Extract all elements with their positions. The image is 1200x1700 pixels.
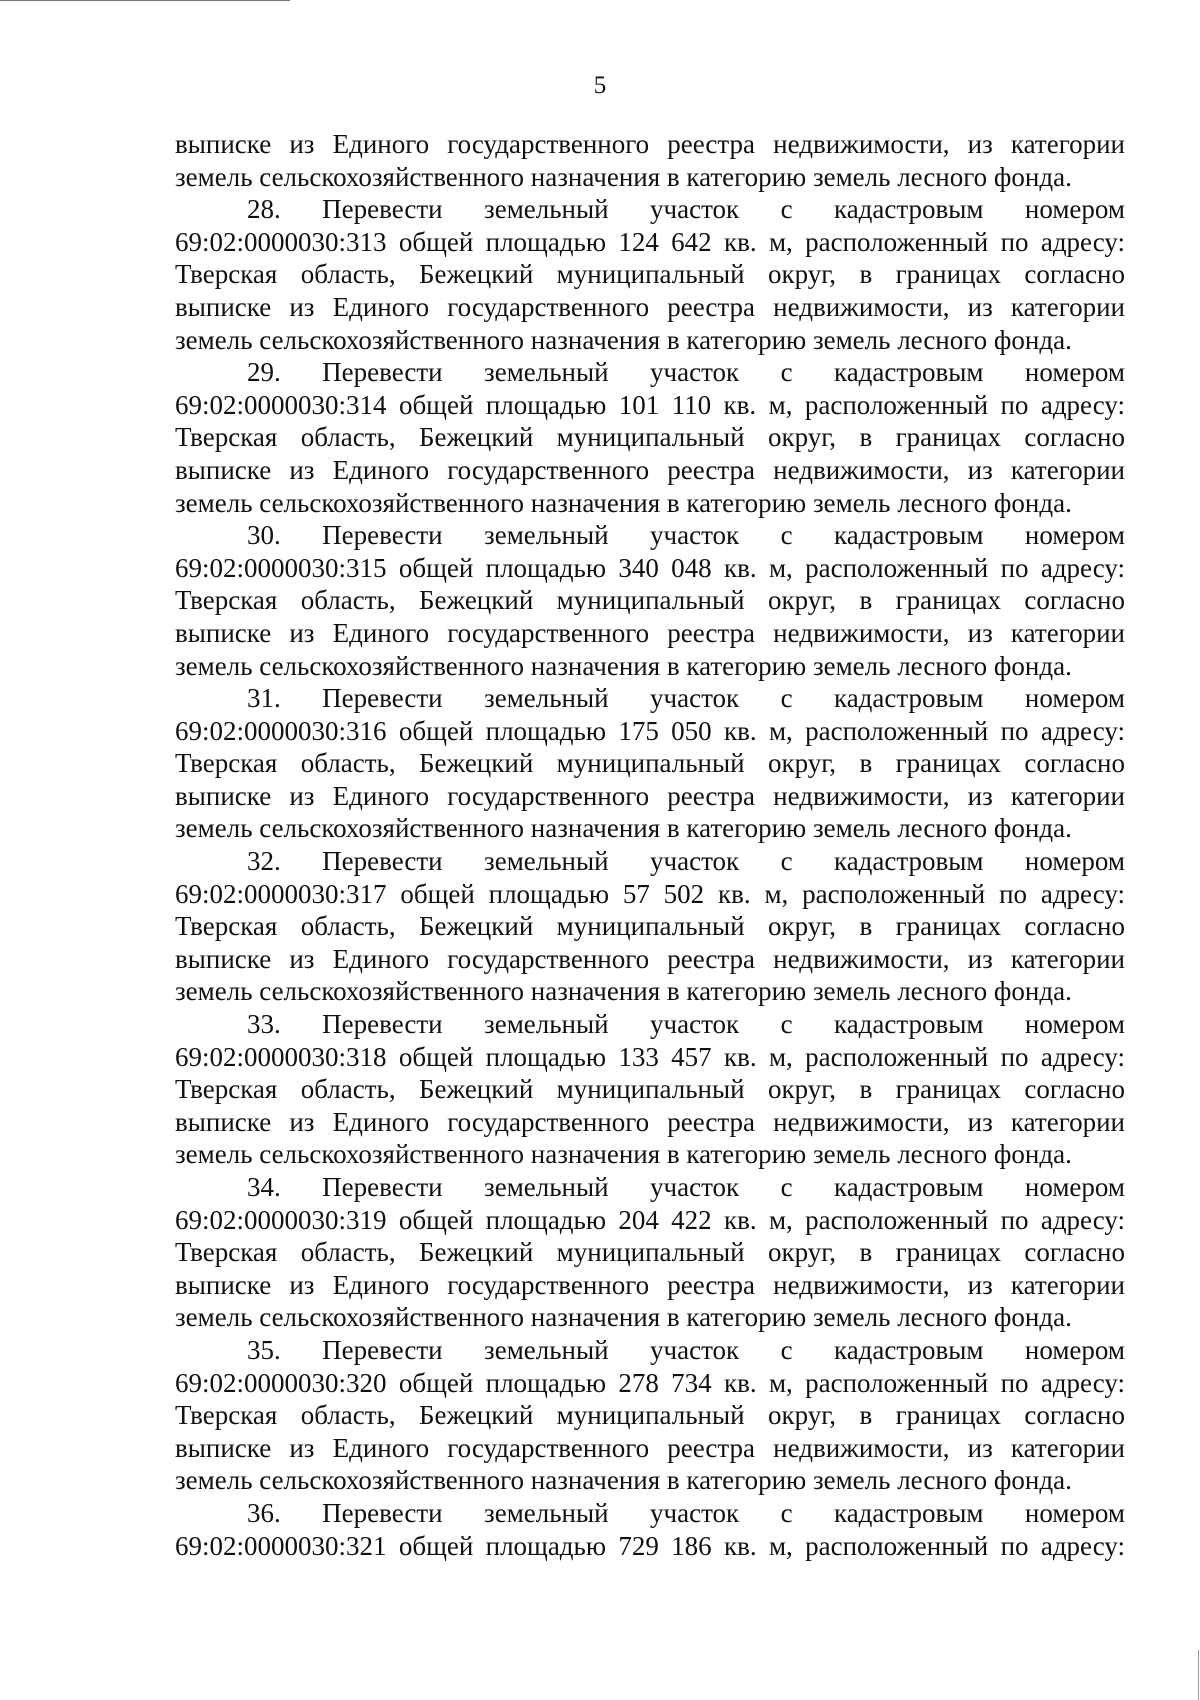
text-line: выписке из Единого государственного реестра недвижимости, из категории [175, 1269, 1125, 1300]
text-line: Тверская область, Бежецкий муниципальный округ, в границах согласно [175, 1400, 1125, 1431]
text-line: выписке из Единого государственного реестра недвижимости, из категории [175, 617, 1125, 648]
text-line: земель сельскохозяйственного назначения в категорию земель лесного фонда. [175, 650, 1072, 681]
text-line: Тверская область, Бежецкий муниципальный округ, в границах согласно [175, 585, 1125, 616]
text-line: Тверская область, Бежецкий муниципальный округ, в границах согласно [175, 1074, 1125, 1105]
text-line: земель сельскохозяйственного назначения в категорию земель лесного фонда. [175, 1139, 1072, 1170]
paragraph-first-line: 34. Перевести земельный участок с кадастровым номером [247, 1172, 1125, 1202]
paragraph-item [175, 356, 1125, 519]
paragraph-item [175, 1008, 1125, 1171]
text-line: выписке из Единого государственного реестра недвижимости, из категории [175, 1432, 1125, 1463]
text-line: 69:02:0000030:319 общей площадью 204 422 кв. м, расположенный по адресу: [175, 1204, 1125, 1235]
text-line: Тверская область, Бежецкий муниципальный округ, в границах согласно [175, 422, 1125, 453]
scan-edge-line-top [0, 0, 290, 1]
paragraph-item [175, 682, 1125, 845]
paragraph-item [175, 1497, 1125, 1562]
text-line: 69:02:0000030:318 общей площадью 133 457 кв. м, расположенный по адресу: [175, 1041, 1125, 1072]
paragraph-first-line: 31. Перевести земельный участок с кадастровым номером [247, 683, 1125, 714]
text-line: земель сельскохозяйственного назначения в категорию земель лесного фонда. [175, 813, 1072, 844]
paragraph-first-line: 35. Перевести земельный участок с кадастровым номером [247, 1334, 1125, 1365]
text-line: выписке из Единого государственного реестра недвижимости, из категории [175, 780, 1125, 811]
paragraph-item [175, 1334, 1125, 1497]
paragraph-item [175, 519, 1125, 682]
paragraph-item [175, 1171, 1125, 1334]
text-line: 69:02:0000030:316 общей площадью 175 050 кв. м, расположенный по адресу: [175, 715, 1125, 746]
text-line: выписке из Единого государственного реестра недвижимости, из категории [175, 1106, 1125, 1137]
paragraph-list [175, 193, 1125, 1562]
document-body [175, 128, 1125, 1562]
text-line: Тверская область, Бежецкий муниципальный округ, в границах согласно [175, 1237, 1125, 1268]
page-number: 5 [593, 72, 607, 99]
text-line: выписке из Единого государственного реестра недвижимости, из категории [175, 943, 1125, 974]
paragraph-first-line: 33. Перевести земельный участок с кадастровым номером [247, 1009, 1125, 1040]
paragraph-first-line: 29. Перевести земельный участок с кадастровым номером [247, 357, 1125, 388]
paragraph-first-line: 28. Перевести земельный участок с кадастровым номером [247, 194, 1125, 225]
text-line: выписке из Единого государственного реестра недвижимости, из категории [175, 454, 1125, 485]
text-line: 69:02:0000030:317 общей площадью 57 502 кв. м, расположенный по адресу: [175, 878, 1125, 909]
text-line: земель сельскохозяйственного назначения в категорию земель лесного фонда. [175, 324, 1072, 355]
text-line: земель сельскохозяйственного назначения в категорию земель лесного фонда. [175, 976, 1072, 1007]
text-line: 69:02:0000030:314 общей площадью 101 110 кв. м, расположенный по адресу: [175, 389, 1125, 420]
text-line: 69:02:0000030:315 общей площадью 340 048 кв. м, расположенный по адресу: [175, 552, 1125, 583]
text-line: Тверская область, Бежецкий муниципальный округ, в границах согласно [175, 259, 1125, 290]
paragraph-item [175, 845, 1125, 1008]
scan-edge-line-right [1198, 1650, 1199, 1700]
paragraph-item [175, 193, 1125, 356]
text-line: 69:02:0000030:321 общей площадью 729 186 кв. м, расположенный по адресу: [175, 1530, 1125, 1561]
text-line: 69:02:0000030:320 общей площадью 278 734 кв. м, расположенный по адресу: [175, 1367, 1125, 1398]
paragraph-first-line: 30. Перевести земельный участок с кадастровым номером [247, 520, 1125, 551]
text-line: Тверская область, Бежецкий муниципальный округ, в границах согласно [175, 911, 1125, 942]
text-line: выписке из Единого государственного реестра недвижимости, из категории [175, 129, 1125, 159]
paragraph-first-line: 32. Перевести земельный участок с кадастровым номером [247, 846, 1125, 877]
text-line: земель сельскохозяйственного назначения в категорию земель лесного фонда. [175, 1465, 1072, 1496]
text-line: выписке из Единого государственного реестра недвижимости, из категории [175, 291, 1125, 322]
text-line: земель сельскохозяйственного назначения в категорию земель лесного фонда. [175, 487, 1072, 518]
text-line: Тверская область, Бежецкий муниципальный округ, в границах согласно [175, 748, 1125, 779]
text-line: 69:02:0000030:313 общей площадью 124 642 кв. м, расположенный по адресу: [175, 226, 1125, 257]
text-line: земель сельскохозяйственного назначения в категорию земель лесного фонда. [175, 161, 1072, 192]
paragraph-first-line: 36. Перевести земельный участок с кадастровым номером [247, 1497, 1125, 1528]
text-line: земель сельскохозяйственного назначения в категорию земель лесного фонда. [175, 1302, 1072, 1333]
